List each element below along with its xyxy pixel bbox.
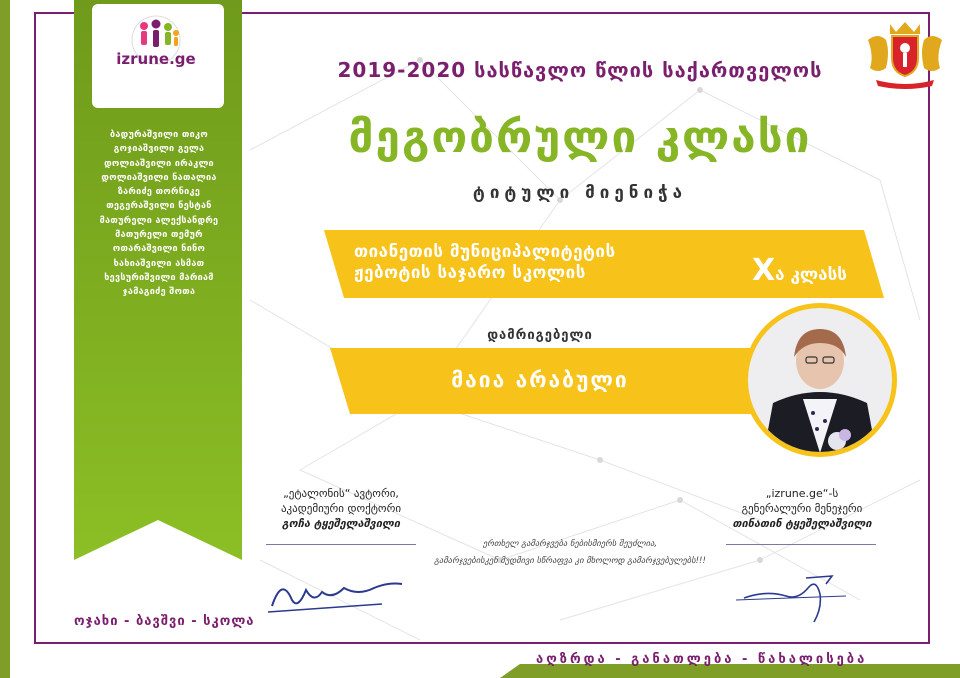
right-signature-block	[722, 486, 882, 531]
teacher-portrait	[743, 303, 897, 457]
right-signature-line	[726, 544, 876, 545]
right-signer-title-1: „izrune.ge“-ს	[765, 487, 839, 500]
teacher-name: მაია არაბული	[451, 368, 629, 392]
teacher-role: დამრიგებელი	[487, 328, 593, 343]
left-signer-title-1: „ეტალონის“ ავტორი,	[283, 487, 399, 500]
year-title: 2019-2020 სასწავლო წლის საქართველოს	[337, 58, 823, 82]
right-signer-name: თინათინ ტყეშელაშვილი	[732, 517, 872, 530]
class-letter: X	[752, 253, 776, 288]
student-name: გოჯიაშვილი გელა	[113, 144, 205, 155]
left-signature	[262, 570, 412, 616]
georgia-coat-of-arms-icon	[860, 18, 950, 92]
student-name: ზარიძე თორნიკე	[117, 187, 201, 198]
student-name: დოლიაშვილი ირაკლი	[104, 158, 214, 169]
right-signer-title-2: გენერალური მენეჯერი	[741, 502, 863, 515]
left-green-bar	[0, 0, 10, 678]
left-signature-block	[262, 486, 420, 531]
student-name: ხევსურიშვილი მარიამ	[104, 272, 214, 283]
logo-text[interactable]: izrune.ge	[116, 50, 196, 68]
subtitle: ტიტული მიენიჭა	[472, 183, 688, 203]
school-line-2: ჟებოტის საჯარო სკოლის	[354, 263, 586, 283]
class-text: ა კლასს	[775, 265, 847, 285]
footer-left-slogan: ოჯახი - ბავშვი - სკოლა	[74, 614, 255, 629]
footer-right-slogan: აღზრდა - განათლება - წახალისება	[536, 652, 868, 667]
student-name: მათურელი თემურ	[115, 230, 203, 241]
note-line-1: ერთხელ გამარჯვება ნებისმიერს შეუძლია,	[482, 539, 658, 549]
student-name: დოლიაშვილი ნათალია	[101, 172, 217, 183]
right-signature	[736, 566, 856, 626]
student-name: ბადურაშვილი თიკო	[110, 130, 208, 140]
people-family-icon	[114, 14, 198, 78]
motivation-note	[420, 536, 720, 570]
student-name: ჯამაგიძე შოთა	[122, 287, 196, 298]
left-signer-name: გოჩა ტყეშელაშვილი	[281, 517, 401, 530]
main-title: მეგობრული კლასი	[348, 112, 812, 163]
class-label	[752, 253, 847, 288]
student-names-list	[84, 128, 234, 300]
student-name: ხახიაშვილი ასმათ	[113, 258, 205, 269]
student-name: თეგერაშვილი ნესტან	[106, 201, 212, 212]
note-line-2: გამარჯვებისკენ მუდმივი სწრაფვა კი მხოლოდ გამარჯვებულებს!!!	[434, 556, 706, 566]
student-name: მათურელი ალექსანდრე	[99, 215, 219, 226]
school-line-1: თიანეთის მუნიციპალიტეტის	[354, 242, 616, 262]
left-signer-title-2: აკადემიური დოქტორი	[280, 502, 402, 515]
left-signature-line	[266, 544, 416, 545]
student-name: ოთარაშვილი ნინო	[112, 244, 206, 255]
